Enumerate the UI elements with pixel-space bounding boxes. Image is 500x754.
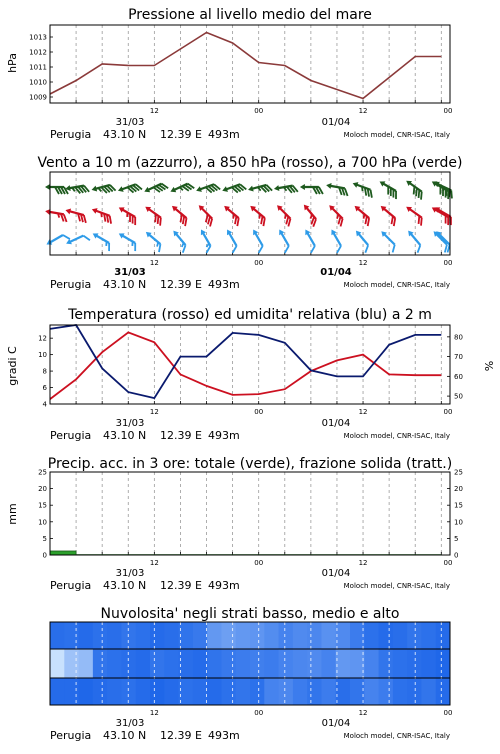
cloud-cell <box>379 649 394 678</box>
precipitation-x-tick-label: 00 <box>443 559 453 567</box>
precipitation-x-tick-label: 12 <box>149 559 159 567</box>
cloud-cell <box>164 678 179 705</box>
pressure-location: Perugia <box>50 128 92 141</box>
wind-barb <box>402 178 427 199</box>
precipitation-y2-y-tick-label: 20 <box>454 485 463 494</box>
pressure-y-tick-label: 1013 <box>29 33 47 42</box>
temperature-credit: Moloch model, CNR-ISAC, Italy <box>343 432 450 440</box>
pressure-info-line <box>50 128 450 141</box>
cloud-cell <box>293 622 308 649</box>
temperature-info-line <box>50 429 450 442</box>
wind-barb-feather <box>363 245 371 253</box>
wind-barb-feather <box>309 246 317 253</box>
pressure-ylabel: hPa <box>6 53 19 73</box>
cloud-cell <box>121 622 136 649</box>
cloud-x-tick-label: 12 <box>149 709 159 717</box>
wind-barb <box>299 228 319 253</box>
cloud-cell <box>93 622 108 649</box>
pressure-y-tick-label: 1011 <box>29 63 47 72</box>
cloud-cell <box>336 622 351 649</box>
wind-barb <box>325 228 345 253</box>
cloud-cell <box>407 649 422 678</box>
wind-barb-head <box>273 185 279 192</box>
precipitation-y2-y-tick-label: 5 <box>454 534 459 543</box>
precipitation-x-tick-labels <box>150 559 453 567</box>
cloud-cell <box>350 622 365 649</box>
cloud-cell <box>207 622 222 649</box>
precipitation-date-2: 01/04 <box>321 568 351 579</box>
cloud-cell <box>421 678 436 705</box>
cloud-cell <box>64 649 79 678</box>
wind-barb <box>324 203 347 226</box>
cloud-cell <box>236 622 251 649</box>
wind-barb-head <box>65 239 72 247</box>
wind-barb <box>273 228 293 253</box>
humidity-ylabel: % <box>482 360 495 372</box>
cloud-cell <box>193 622 208 649</box>
wind-barb <box>89 231 114 251</box>
wind-barb-head <box>300 184 305 190</box>
precipitation-y-tick-label: 25 <box>38 468 47 477</box>
wind-barb <box>143 179 168 198</box>
wind-barb <box>45 230 70 250</box>
wind-barb <box>195 228 215 253</box>
cloud-cell <box>164 649 179 678</box>
wind-barb-head <box>195 186 202 193</box>
cloud-cell <box>393 649 408 678</box>
precipitation-location: Perugia <box>50 579 92 592</box>
temperature-date-1: 31/03 <box>115 418 145 429</box>
cloud-cell <box>79 678 94 705</box>
humidity-y-tick-labels <box>447 333 463 400</box>
pressure-title: Pressione al livello medio del mare <box>128 7 372 23</box>
cloud-cell <box>364 649 379 678</box>
wind-date-1: 31/03 <box>114 267 146 278</box>
cloud-cell <box>336 678 351 705</box>
wind-barb <box>351 229 373 253</box>
cloud-cell <box>79 622 94 649</box>
cloud-cell <box>250 622 265 649</box>
wind-barb <box>115 205 140 225</box>
cloud-heatmap-cells <box>50 622 451 705</box>
precipitation-y2-y-tick-label: 15 <box>454 501 463 510</box>
cloud-cell <box>421 649 436 678</box>
wind-barb-head <box>117 186 124 193</box>
precipitation-y-tick-label: 10 <box>38 518 47 527</box>
cloud-cell <box>79 649 94 678</box>
cloud-x-tick-label: 00 <box>254 709 264 717</box>
wind-barb <box>168 229 190 253</box>
precipitation-lat: 43.10 N <box>103 579 147 592</box>
precipitation-y-tick-label: 5 <box>42 534 47 543</box>
cloud-cell <box>393 678 408 705</box>
wind-barb-feather <box>415 245 423 253</box>
cloud-cell <box>150 649 165 678</box>
wind-barb <box>376 179 401 199</box>
wind-barb <box>350 180 375 197</box>
pressure-date-2: 01/04 <box>321 117 351 128</box>
wind-x-tick-label: 12 <box>149 259 159 267</box>
wind-barb-head <box>169 187 176 195</box>
wind-date-2: 01/04 <box>320 267 352 278</box>
wind-barb-shaft <box>49 235 63 243</box>
wind-barb-feather <box>390 245 398 253</box>
wind-barb <box>350 204 374 226</box>
wind-barb-feather <box>231 246 239 253</box>
temperature-y-tick-label: 10 <box>38 351 47 360</box>
wind-barb <box>221 228 241 253</box>
wind-barb <box>247 228 267 253</box>
cloud-date-2: 01/04 <box>321 718 351 729</box>
cloud-cell <box>64 622 79 649</box>
cloud-cell <box>107 678 122 705</box>
cloud-cell <box>321 678 336 705</box>
wind-barb <box>273 182 297 196</box>
cloud-cell <box>193 678 208 705</box>
precipitation-altitude: 493m <box>208 579 240 592</box>
temperature-x-tick-label: 00 <box>443 408 453 416</box>
temperature-panel <box>6 307 495 442</box>
wind-lat: 43.10 N <box>103 278 147 291</box>
cloud-cell <box>379 678 394 705</box>
cloud-cell <box>321 649 336 678</box>
temperature-x-tick-label: 00 <box>254 408 264 416</box>
precipitation-y-tick-label: 20 <box>38 485 47 494</box>
cloud-cell <box>307 678 322 705</box>
wind-title: Vento a 10 m (azzurro), a 850 hPa (rosso), a 700 hPa (verde) <box>37 155 463 171</box>
cloud-date-1: 31/03 <box>115 718 145 729</box>
pressure-x-tick-label: 00 <box>443 107 453 115</box>
cloud-cell <box>407 678 422 705</box>
wind-barb <box>376 204 400 226</box>
pressure-y-tick-label: 1012 <box>29 48 47 57</box>
cloud-cell <box>264 678 279 705</box>
temperature-altitude: 493m <box>208 429 240 442</box>
cloud-cell <box>293 649 308 678</box>
cloud-cell <box>164 622 179 649</box>
cloud-cell <box>336 649 351 678</box>
pressure-series-line <box>50 33 441 99</box>
cloud-cell <box>121 649 136 678</box>
cloud-cell <box>150 622 165 649</box>
wind-barb <box>91 181 116 197</box>
wind-barb-head <box>247 186 253 193</box>
precipitation-y-tick-label: 15 <box>38 501 47 510</box>
pressure-x-tick-label: 12 <box>358 107 368 115</box>
precipitation-plot-frame <box>50 472 450 555</box>
cloud-cell <box>221 622 236 649</box>
precipitation-x-tick-label: 00 <box>254 559 264 567</box>
wind-barb <box>115 231 140 251</box>
pressure-lat: 43.10 N <box>103 128 147 141</box>
cloud-cell <box>136 678 151 705</box>
wind-barb <box>194 203 217 226</box>
precipitation-ylabel: mm <box>6 503 19 525</box>
cloud-lat: 43.10 N <box>103 729 147 742</box>
cloud-location: Perugia <box>50 729 92 742</box>
wind-location: Perugia <box>50 278 92 291</box>
cloud-cell <box>279 649 294 678</box>
temperature-ylabel: gradi C <box>6 346 19 386</box>
temperature-lon: 12.39 E <box>160 429 202 442</box>
wind-x-tick-label: 00 <box>254 259 264 267</box>
cloud-x-tick-label: 12 <box>358 709 368 717</box>
wind-barb <box>141 204 166 225</box>
cloud-cell <box>307 649 322 678</box>
cloud-cell <box>221 649 236 678</box>
temperature-title: Temperatura (rosso) ed umidita' relativa (blu) a 2 m <box>68 307 432 323</box>
wind-barb <box>403 229 425 253</box>
precipitation-panel <box>6 456 463 592</box>
cloud-cell <box>379 622 394 649</box>
precipitation-credit: Moloch model, CNR-ISAC, Italy <box>343 582 450 590</box>
wind-info-line <box>50 278 450 291</box>
cloud-cell <box>364 622 379 649</box>
wind-barb <box>44 208 68 222</box>
cloud-cell <box>421 622 436 649</box>
cloud-cell <box>436 649 451 678</box>
wind-x-tick-labels <box>150 259 453 267</box>
cloud-cell <box>350 649 365 678</box>
wind-barb <box>169 179 194 198</box>
wind-barb-head <box>45 184 50 190</box>
wind-barb <box>117 180 142 197</box>
wind-barb <box>65 231 90 250</box>
wind-barb-head <box>352 180 359 187</box>
wind-barb-feather <box>83 234 90 242</box>
wind-x-tick-label: 12 <box>358 259 368 267</box>
cloud-cell <box>321 622 336 649</box>
wind-barb-feather <box>257 246 265 253</box>
wind-barbs <box>44 178 456 253</box>
wind-barb-shaft <box>69 236 84 243</box>
wind-barb <box>220 204 244 226</box>
pressure-y-tick-label: 1009 <box>29 93 47 102</box>
precipitation-info-line <box>50 579 450 592</box>
wind-barb <box>402 204 427 225</box>
cloud-cell <box>250 649 265 678</box>
temperature-y-tick-label: 4 <box>42 400 47 409</box>
temperature-y-tick-label: 8 <box>42 367 47 376</box>
humidity-y-tick-label: 50 <box>454 392 463 401</box>
wind-panel <box>37 155 462 291</box>
pressure-y-tick-labels <box>29 34 53 102</box>
wind-barb-head <box>91 186 97 193</box>
temperature-y-tick-label: 6 <box>42 384 47 393</box>
cloud-credit: Moloch model, CNR-ISAC, Italy <box>343 732 450 740</box>
wind-barb <box>141 230 165 252</box>
precipitation-y-tick-labels <box>38 469 53 560</box>
wind-barb <box>45 184 68 194</box>
cloud-cell <box>293 678 308 705</box>
cloud-cell <box>93 678 108 705</box>
temperature-series-line <box>50 332 441 399</box>
precipitation-title: Precip. acc. in 3 ore: totale (verde), frazione solida (tratt.) <box>47 456 453 472</box>
cloud-cell <box>107 649 122 678</box>
pressure-date-1: 31/03 <box>115 117 145 128</box>
cloud-cell <box>436 678 451 705</box>
cloud-cell <box>364 678 379 705</box>
wind-barb-head <box>326 182 332 189</box>
wind-barb <box>272 203 295 226</box>
temperature-x-tick-labels <box>150 408 453 416</box>
wind-credit: Moloch model, CNR-ISAC, Italy <box>343 281 450 289</box>
cloud-cell <box>264 622 279 649</box>
wind-barb-shaft <box>383 233 394 244</box>
cloud-cell <box>121 678 136 705</box>
wind-barb-feather <box>204 246 212 253</box>
cloud-cell <box>307 622 322 649</box>
precipitation-y2-y-tick-label: 25 <box>454 468 463 477</box>
cloud-cell <box>50 678 65 705</box>
cloud-cell <box>207 678 222 705</box>
cloud-altitude: 493m <box>208 729 240 742</box>
cloud-cell <box>221 678 236 705</box>
cloud-x-tick-labels <box>150 709 453 717</box>
precipitation-y2-y-tick-label: 0 <box>454 551 459 560</box>
precipitation-gridlines <box>76 472 441 555</box>
wind-barb <box>247 181 272 197</box>
pressure-x-tick-labels <box>150 107 453 115</box>
pressure-y-tick-label: 1010 <box>29 78 47 87</box>
precipitation-y-tick-label: 0 <box>42 551 47 560</box>
wind-barb <box>246 204 270 226</box>
pressure-credit: Moloch model, CNR-ISAC, Italy <box>343 131 450 139</box>
pressure-gridlines <box>76 25 441 103</box>
wind-barb-head <box>65 207 71 214</box>
precipitation-lon: 12.39 E <box>160 579 202 592</box>
humidity-y-tick-label: 80 <box>454 333 463 342</box>
pressure-x-tick-label: 00 <box>254 107 264 115</box>
cloud-cell <box>150 678 165 705</box>
pressure-panel <box>6 7 452 141</box>
cloud-cell <box>407 622 422 649</box>
cloud-cell <box>193 649 208 678</box>
pressure-x-tick-label: 12 <box>149 107 159 115</box>
cloud-cell <box>236 649 251 678</box>
temperature-x-tick-label: 12 <box>149 408 159 416</box>
humidity-y-tick-label: 60 <box>454 372 463 381</box>
cloud-cell <box>279 678 294 705</box>
cloud-lon: 12.39 E <box>160 729 202 742</box>
cloud-panel <box>50 606 452 742</box>
cloud-cell <box>436 622 451 649</box>
wind-barb <box>221 180 246 197</box>
wind-barb <box>376 229 399 252</box>
cloud-title: Nuvolosita' negli strati basso, medio e alto <box>100 606 400 622</box>
cloud-cell <box>136 622 151 649</box>
temperature-x-tick-label: 12 <box>358 408 368 416</box>
temperature-lat: 43.10 N <box>103 429 147 442</box>
temperature-y-tick-label: 12 <box>38 334 47 343</box>
cloud-cell <box>393 622 408 649</box>
precipitation-x-tick-label: 12 <box>358 559 368 567</box>
wind-barb <box>195 180 220 197</box>
cloud-x-tick-label: 00 <box>443 709 453 717</box>
precipitation-y2-tick-labels <box>447 469 463 560</box>
humidity-series-line <box>50 325 441 398</box>
cloud-cell <box>64 678 79 705</box>
precipitation-date-1: 31/03 <box>115 568 145 579</box>
wind-barb <box>300 184 323 194</box>
cloud-cell <box>107 622 122 649</box>
precipitation-bars <box>50 551 441 555</box>
pressure-altitude: 493m <box>208 128 240 141</box>
wind-altitude: 493m <box>208 278 240 291</box>
cloud-cell <box>136 649 151 678</box>
cloud-cell <box>50 622 65 649</box>
wind-barb-head <box>221 186 228 193</box>
cloud-cell <box>236 678 251 705</box>
cloud-info-line <box>50 729 450 742</box>
cloud-cell <box>50 649 65 678</box>
precipitation-y2-y-tick-label: 10 <box>454 518 463 527</box>
wind-barb-head <box>91 206 98 213</box>
wind-barb-head <box>143 187 150 195</box>
precipitation-bar <box>50 551 76 555</box>
humidity-y-tick-label: 70 <box>454 353 463 362</box>
wind-barb-feather <box>283 246 291 253</box>
wind-barb <box>298 203 320 227</box>
cloud-cell <box>279 622 294 649</box>
wind-lon: 12.39 E <box>160 278 202 291</box>
temperature-date-2: 01/04 <box>321 418 351 429</box>
wind-barb <box>167 204 191 226</box>
cloud-cell <box>207 649 222 678</box>
cloud-cell <box>250 678 265 705</box>
temperature-plot-frame <box>50 325 450 404</box>
temperature-location: Perugia <box>50 429 92 442</box>
cloud-cell <box>93 649 108 678</box>
cloud-cell <box>264 649 279 678</box>
pressure-lon: 12.39 E <box>160 128 202 141</box>
wind-x-tick-label: 00 <box>443 259 453 267</box>
cloud-cell <box>350 678 365 705</box>
wind-barb-feather <box>335 246 343 253</box>
